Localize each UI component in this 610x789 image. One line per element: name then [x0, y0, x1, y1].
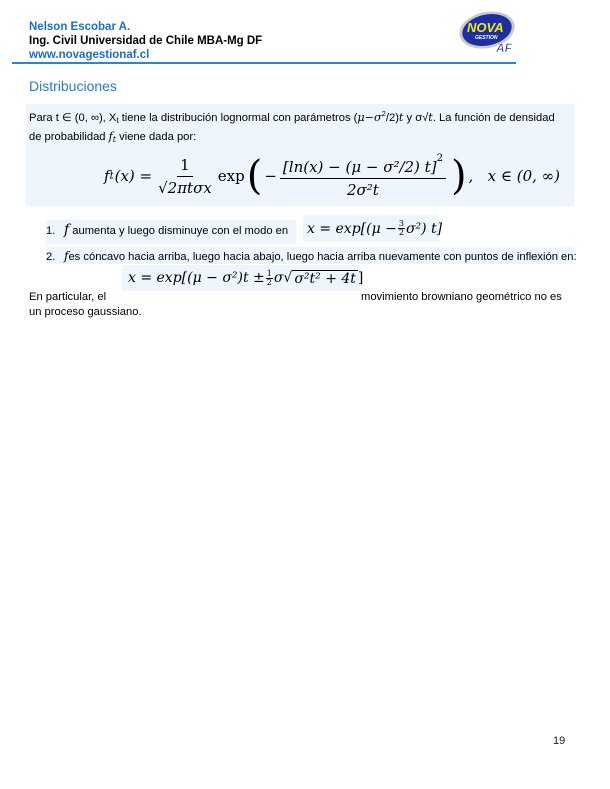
fraction-normalizer: $\frac{1}{\text{√2πtσx}}$	[158, 155, 212, 197]
logo-gestion-text: GESTION	[475, 35, 498, 41]
closing-text-1: En particular, el	[29, 291, 107, 303]
header-author: Nelson Escobar A.	[29, 21, 131, 33]
header-rule	[12, 62, 516, 64]
header-credentials: Ing. Civil Universidad de Chile MBA-Mg DF	[29, 35, 263, 47]
list-item-2: 2. fes cóncavo hacia arriba, luego hacia abajo, luego hacia arriba nuevamente con puntos de inflexión en:	[46, 249, 577, 263]
header-website[interactable]: www.novagestionaf.cl	[29, 49, 150, 61]
section-title: Distribuciones	[29, 78, 117, 94]
density-formula: f t (x) = $\frac{1}{\text{√2πtσx}}$ exp ( − $\frac{[\ln(x) - (\mu - \sigma^2/2) t]^2}{\text{2σ²t}}$ ) , x ∈ (0, ∞)	[104, 153, 560, 199]
closing-text-2: movimiento browniano geométrico no es	[361, 291, 562, 303]
list-item-1: 1. f aumenta y luego disminuye con el modo en	[46, 222, 289, 238]
logo-af-text: AF	[496, 41, 512, 55]
page-number: 19	[553, 735, 566, 747]
mode-formula: x = exp[(μ − $\frac{3}{2}$ σ²) t]	[303, 215, 439, 242]
logo-nova-text: NOVA	[467, 20, 504, 35]
nova-gestion-logo	[458, 8, 520, 56]
fraction-exponent: $\frac{[\ln(x) - (\mu - \sigma^2/2) t]^2}{\text{2σ²t}}$	[280, 153, 446, 199]
closing-text-3: un proceso gaussiano.	[29, 306, 142, 318]
inflection-formula: x = exp[(μ − σ²)t ± $\frac{1}{2}$ σ√ σ²t² + 4t ]	[122, 265, 360, 291]
intro-paragraph: Para t ∈ (0, ∞), $X_t$ tiene la distribución lognormal con parámetros $(\mu-\sigma^2/2)t$ y σ√t. La función de densidad de probabilidad $f_t$ viene dada por:	[29, 109, 555, 144]
